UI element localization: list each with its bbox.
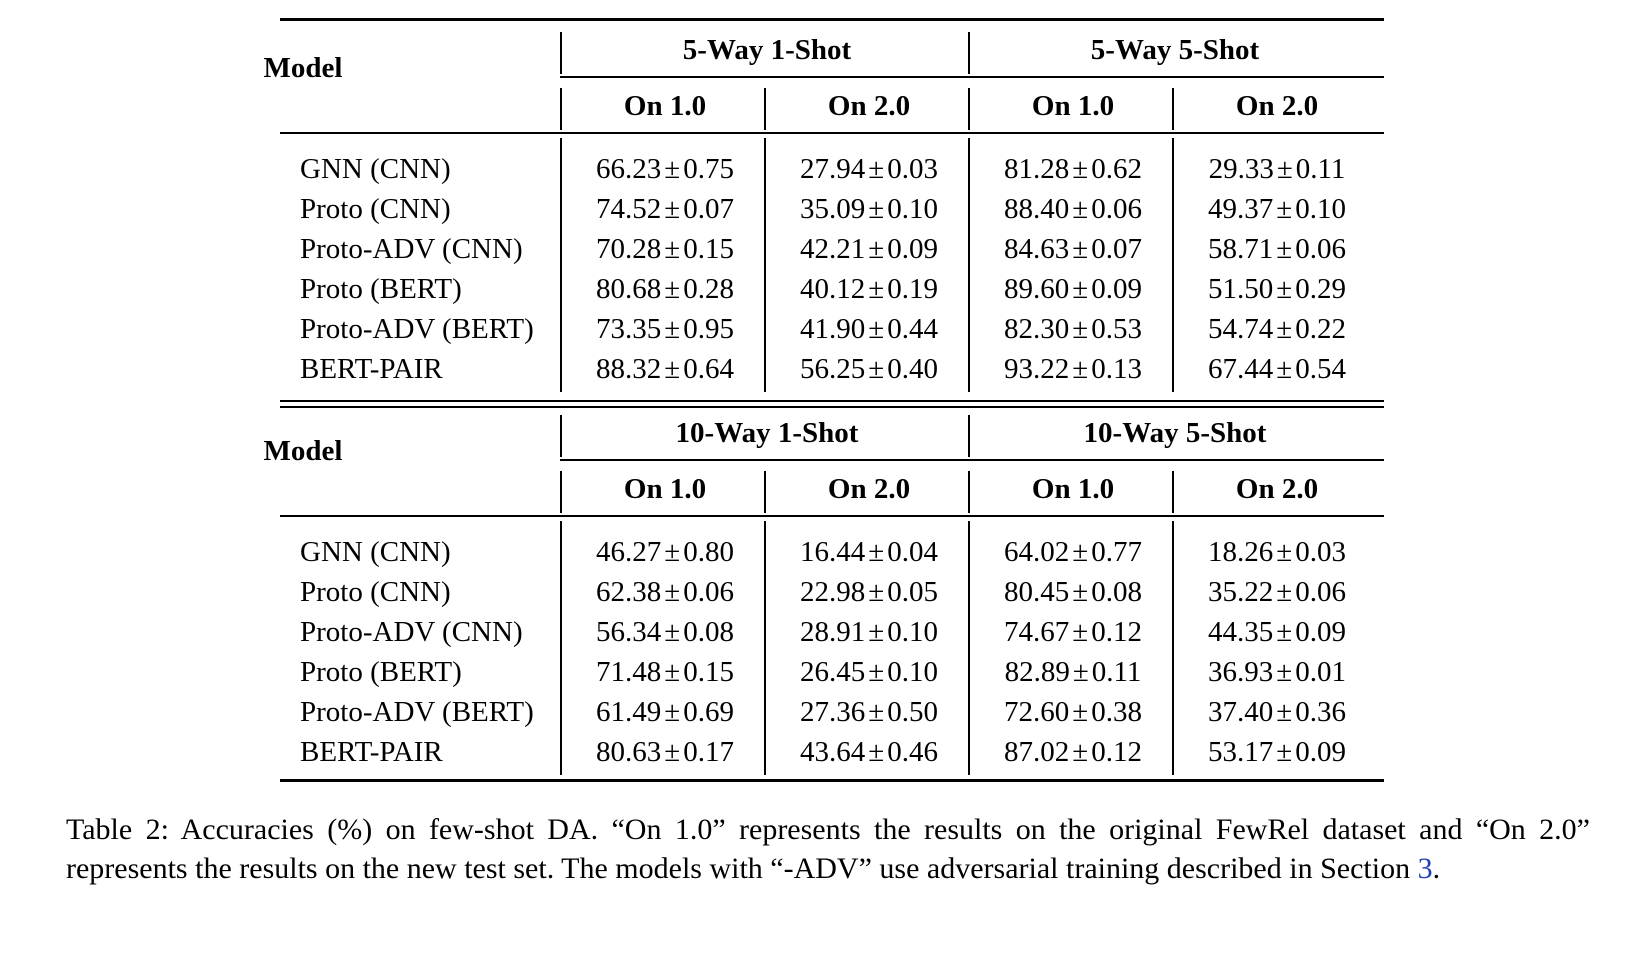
value-cell — [1177, 655, 1377, 689]
std-value: 0.09 — [887, 233, 938, 265]
value-cell — [1177, 152, 1377, 186]
plus-minus-symbol: ± — [1276, 736, 1293, 768]
std-value: 0.62 — [1091, 153, 1142, 185]
plus-minus-symbol: ± — [1276, 193, 1293, 225]
std-value: 0.77 — [1091, 536, 1142, 568]
std-value: 0.53 — [1091, 313, 1142, 345]
mean-value: 84.63 — [1004, 233, 1070, 265]
std-value: 0.95 — [683, 313, 734, 345]
plus-minus-symbol: ± — [868, 536, 885, 568]
value-cell — [565, 575, 765, 609]
plus-minus-symbol: ± — [868, 233, 885, 265]
plus-minus-symbol: ± — [868, 736, 885, 768]
mean-value: 67.44 — [1208, 353, 1274, 385]
value-cell — [769, 735, 969, 769]
horizontal-rule — [280, 132, 1384, 134]
std-value: 0.36 — [1295, 696, 1346, 728]
value-cell — [973, 192, 1173, 226]
std-value: 0.06 — [1295, 233, 1346, 265]
value-cell — [769, 535, 969, 569]
std-value: 0.06 — [683, 576, 734, 608]
plus-minus-symbol: ± — [664, 656, 681, 688]
plus-minus-symbol: ± — [664, 353, 681, 385]
std-value: 0.10 — [887, 193, 938, 225]
vertical-rule — [560, 32, 562, 74]
horizontal-rule — [280, 18, 1384, 21]
value-cell — [769, 312, 969, 346]
group-underline — [560, 459, 1384, 461]
std-value: 0.46 — [887, 736, 938, 768]
model-name: Proto-ADV (CNN) — [300, 233, 523, 265]
plus-minus-symbol: ± — [868, 696, 885, 728]
subheader-cell: On 2.0 — [1235, 90, 1319, 122]
mean-value: 36.93 — [1208, 656, 1274, 688]
value-cell — [973, 735, 1173, 769]
mean-value: 93.22 — [1004, 353, 1070, 385]
plus-minus-symbol: ± — [664, 736, 681, 768]
value-cell — [1177, 232, 1377, 266]
mean-value: 40.12 — [800, 273, 866, 305]
std-value: 0.69 — [683, 696, 734, 728]
std-value: 0.75 — [683, 153, 734, 185]
model-name: Proto-ADV (BERT) — [300, 313, 534, 345]
mean-value: 89.60 — [1004, 273, 1070, 305]
value-cell — [1177, 535, 1377, 569]
value-cell — [769, 575, 969, 609]
mean-value: 54.74 — [1208, 313, 1274, 345]
group-header: 10-Way 1-Shot — [675, 417, 859, 449]
std-value: 0.40 — [887, 353, 938, 385]
plus-minus-symbol: ± — [868, 656, 885, 688]
value-cell — [973, 352, 1173, 386]
vertical-rule — [968, 521, 970, 775]
value-cell — [1177, 575, 1377, 609]
std-value: 0.06 — [1091, 193, 1142, 225]
model-name: Proto (BERT) — [300, 273, 462, 305]
std-value: 0.19 — [887, 273, 938, 305]
mean-value: 26.45 — [800, 656, 866, 688]
mean-value: 80.45 — [1004, 576, 1070, 608]
vertical-rule — [764, 88, 766, 130]
plus-minus-symbol: ± — [1072, 153, 1089, 185]
group-header: 10-Way 5-Shot — [1083, 417, 1267, 449]
std-value: 0.80 — [683, 536, 734, 568]
model-header: Model — [263, 435, 343, 467]
value-cell — [565, 655, 765, 689]
value-cell — [973, 695, 1173, 729]
value-cell — [769, 232, 969, 266]
horizontal-rule — [280, 515, 1384, 517]
mean-value: 49.37 — [1208, 193, 1274, 225]
value-cell — [973, 615, 1173, 649]
mean-value: 51.50 — [1208, 273, 1274, 305]
value-cell — [1177, 272, 1377, 306]
vertical-rule — [1172, 521, 1174, 775]
vertical-rule — [968, 88, 970, 130]
mean-value: 87.02 — [1004, 736, 1070, 768]
value-cell — [973, 272, 1173, 306]
plus-minus-symbol: ± — [868, 616, 885, 648]
plus-minus-symbol: ± — [1072, 193, 1089, 225]
vertical-rule — [968, 471, 970, 513]
mean-value: 74.67 — [1004, 616, 1070, 648]
value-cell — [769, 615, 969, 649]
value-cell — [565, 735, 765, 769]
plus-minus-symbol: ± — [664, 233, 681, 265]
mean-value: 35.22 — [1208, 576, 1274, 608]
std-value: 0.08 — [683, 616, 734, 648]
model-name: Proto-ADV (CNN) — [300, 616, 523, 648]
mean-value: 56.34 — [596, 616, 662, 648]
mean-value: 62.38 — [596, 576, 662, 608]
std-value: 0.01 — [1295, 656, 1346, 688]
mean-value: 58.71 — [1208, 233, 1274, 265]
vertical-rule — [1172, 471, 1174, 513]
plus-minus-symbol: ± — [1072, 273, 1089, 305]
std-value: 0.07 — [683, 193, 734, 225]
vertical-rule — [764, 138, 766, 392]
mean-value: 22.98 — [800, 576, 866, 608]
mean-value: 80.63 — [596, 736, 662, 768]
model-name: Proto (CNN) — [300, 193, 451, 225]
mean-value: 82.89 — [1004, 656, 1070, 688]
mean-value: 43.64 — [800, 736, 866, 768]
model-name: Proto-ADV (BERT) — [300, 696, 534, 728]
std-value: 0.06 — [1295, 576, 1346, 608]
mean-value: 61.49 — [596, 696, 662, 728]
value-cell — [1177, 352, 1377, 386]
horizontal-rule — [280, 406, 1384, 408]
mean-value: 73.35 — [596, 313, 662, 345]
model-name: Proto (CNN) — [300, 576, 451, 608]
value-cell — [973, 575, 1173, 609]
std-value: 0.54 — [1295, 353, 1346, 385]
std-value: 0.10 — [887, 656, 938, 688]
model-header: Model — [263, 52, 343, 84]
std-value: 0.03 — [1295, 536, 1346, 568]
plus-minus-symbol: ± — [1276, 313, 1293, 345]
horizontal-rule — [280, 400, 1384, 402]
vertical-rule — [1172, 88, 1174, 130]
std-value: 0.11 — [1091, 656, 1142, 688]
value-cell — [565, 615, 765, 649]
std-value: 0.17 — [683, 736, 734, 768]
plus-minus-symbol: ± — [1276, 696, 1293, 728]
mean-value: 64.02 — [1004, 536, 1070, 568]
std-value: 0.38 — [1091, 696, 1142, 728]
value-cell — [565, 232, 765, 266]
std-value: 0.08 — [1091, 576, 1142, 608]
mean-value: 70.28 — [596, 233, 662, 265]
plus-minus-symbol: ± — [1276, 273, 1293, 305]
plus-minus-symbol: ± — [664, 576, 681, 608]
table-caption — [66, 810, 1590, 888]
value-cell — [973, 655, 1173, 689]
mean-value: 29.33 — [1208, 153, 1274, 185]
plus-minus-symbol: ± — [1276, 353, 1293, 385]
mean-value: 80.68 — [596, 273, 662, 305]
value-cell — [565, 312, 765, 346]
std-value: 0.29 — [1295, 273, 1346, 305]
vertical-rule — [968, 138, 970, 392]
std-value: 0.09 — [1091, 273, 1142, 305]
value-cell — [973, 152, 1173, 186]
value-cell — [565, 152, 765, 186]
mean-value: 88.40 — [1004, 193, 1070, 225]
mean-value: 37.40 — [1208, 696, 1274, 728]
plus-minus-symbol: ± — [868, 576, 885, 608]
mean-value: 72.60 — [1004, 696, 1070, 728]
std-value: 0.15 — [683, 233, 734, 265]
plus-minus-symbol: ± — [1276, 233, 1293, 265]
value-cell — [973, 232, 1173, 266]
caption-text: Table 2: Accuracies (%) on few-shot DA. “On 1.0” represents the results on the original FewRel dataset and “On 2.0” represents the results on the new test set. The models with “-ADV” use adversarial training described in Section — [66, 813, 1590, 885]
subheader-cell: On 1.0 — [1031, 90, 1115, 122]
mean-value: 53.17 — [1208, 736, 1274, 768]
std-value: 0.09 — [1295, 616, 1346, 648]
vertical-rule — [560, 415, 562, 457]
mean-value: 27.36 — [800, 696, 866, 728]
std-value: 0.10 — [887, 616, 938, 648]
std-value: 0.05 — [887, 576, 938, 608]
group-underline — [560, 76, 1384, 78]
plus-minus-symbol: ± — [1276, 656, 1293, 688]
plus-minus-symbol: ± — [664, 193, 681, 225]
subheader-cell: On 1.0 — [623, 473, 707, 505]
value-cell — [565, 352, 765, 386]
mean-value: 27.94 — [800, 153, 866, 185]
plus-minus-symbol: ± — [1276, 153, 1293, 185]
group-header: 5-Way 5-Shot — [1090, 34, 1260, 66]
value-cell — [769, 152, 969, 186]
value-cell — [769, 352, 969, 386]
group-header: 5-Way 1-Shot — [682, 34, 852, 66]
std-value: 0.50 — [887, 696, 938, 728]
mean-value: 74.52 — [596, 193, 662, 225]
value-cell — [973, 312, 1173, 346]
model-name: GNN (CNN) — [300, 536, 451, 568]
vertical-rule — [968, 415, 970, 457]
plus-minus-symbol: ± — [1072, 353, 1089, 385]
value-cell — [1177, 735, 1377, 769]
plus-minus-symbol: ± — [664, 696, 681, 728]
vertical-rule — [560, 138, 562, 392]
std-value: 0.10 — [1295, 193, 1346, 225]
horizontal-rule — [280, 779, 1384, 782]
std-value: 0.64 — [683, 353, 734, 385]
mean-value: 82.30 — [1004, 313, 1070, 345]
mean-value: 28.91 — [800, 616, 866, 648]
value-cell — [1177, 192, 1377, 226]
value-cell — [1177, 695, 1377, 729]
plus-minus-symbol: ± — [1072, 536, 1089, 568]
subheader-cell: On 2.0 — [1235, 473, 1319, 505]
vertical-rule — [560, 471, 562, 513]
plus-minus-symbol: ± — [1072, 696, 1089, 728]
value-cell — [1177, 312, 1377, 346]
vertical-rule — [764, 521, 766, 775]
std-value: 0.12 — [1091, 616, 1142, 648]
plus-minus-symbol: ± — [868, 313, 885, 345]
model-name: GNN (CNN) — [300, 153, 451, 185]
subheader-cell: On 1.0 — [623, 90, 707, 122]
plus-minus-symbol: ± — [664, 616, 681, 648]
plus-minus-symbol: ± — [1072, 736, 1089, 768]
value-cell — [565, 535, 765, 569]
model-name: BERT-PAIR — [300, 353, 443, 385]
plus-minus-symbol: ± — [664, 536, 681, 568]
mean-value: 42.21 — [800, 233, 866, 265]
model-name: Proto (BERT) — [300, 656, 462, 688]
plus-minus-symbol: ± — [868, 353, 885, 385]
model-name: BERT-PAIR — [300, 736, 443, 768]
plus-minus-symbol: ± — [1276, 536, 1293, 568]
value-cell — [769, 695, 969, 729]
value-cell — [565, 695, 765, 729]
std-value: 0.09 — [1295, 736, 1346, 768]
plus-minus-symbol: ± — [1072, 616, 1089, 648]
std-value: 0.12 — [1091, 736, 1142, 768]
value-cell — [769, 192, 969, 226]
std-value: 0.07 — [1091, 233, 1142, 265]
mean-value: 71.48 — [596, 656, 662, 688]
mean-value: 18.26 — [1208, 536, 1274, 568]
value-cell — [769, 655, 969, 689]
mean-value: 44.35 — [1208, 616, 1274, 648]
value-cell — [769, 272, 969, 306]
plus-minus-symbol: ± — [1072, 576, 1089, 608]
plus-minus-symbol: ± — [868, 153, 885, 185]
plus-minus-symbol: ± — [1072, 233, 1089, 265]
mean-value: 16.44 — [800, 536, 866, 568]
plus-minus-symbol: ± — [868, 273, 885, 305]
plus-minus-symbol: ± — [1276, 576, 1293, 608]
std-value: 0.15 — [683, 656, 734, 688]
std-value: 0.22 — [1295, 313, 1346, 345]
value-cell — [973, 535, 1173, 569]
vertical-rule — [560, 521, 562, 775]
plus-minus-symbol: ± — [868, 193, 885, 225]
plus-minus-symbol: ± — [1072, 313, 1089, 345]
std-value: 0.44 — [887, 313, 938, 345]
value-cell — [565, 272, 765, 306]
subheader-cell: On 2.0 — [827, 90, 911, 122]
std-value: 0.13 — [1091, 353, 1142, 385]
value-cell — [565, 192, 765, 226]
mean-value: 81.28 — [1004, 153, 1070, 185]
mean-value: 35.09 — [800, 193, 866, 225]
caption-period: . — [1432, 852, 1441, 885]
vertical-rule — [1172, 138, 1174, 392]
plus-minus-symbol: ± — [1276, 616, 1293, 648]
plus-minus-symbol: ± — [664, 273, 681, 305]
subheader-cell: On 2.0 — [827, 473, 911, 505]
std-value: 0.28 — [683, 273, 734, 305]
subheader-cell: On 1.0 — [1031, 473, 1115, 505]
section-reference-link[interactable]: 3 — [1417, 852, 1433, 885]
std-value: 0.11 — [1295, 153, 1346, 185]
vertical-rule — [764, 471, 766, 513]
vertical-rule — [560, 88, 562, 130]
mean-value: 88.32 — [596, 353, 662, 385]
std-value: 0.04 — [887, 536, 938, 568]
value-cell — [1177, 615, 1377, 649]
plus-minus-symbol: ± — [664, 153, 681, 185]
plus-minus-symbol: ± — [664, 313, 681, 345]
mean-value: 41.90 — [800, 313, 866, 345]
mean-value: 46.27 — [596, 536, 662, 568]
plus-minus-symbol: ± — [1072, 656, 1089, 688]
vertical-rule — [968, 32, 970, 74]
mean-value: 56.25 — [800, 353, 866, 385]
std-value: 0.03 — [887, 153, 938, 185]
mean-value: 66.23 — [596, 153, 662, 185]
